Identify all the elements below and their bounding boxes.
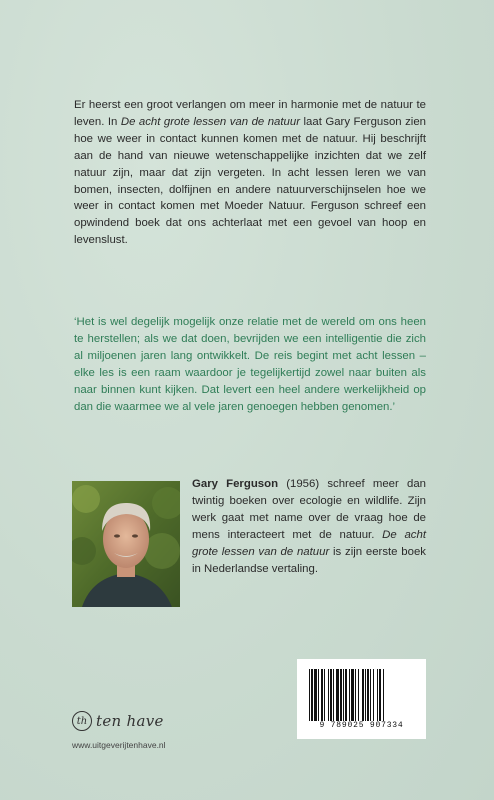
publisher-logo xyxy=(72,711,164,731)
isbn-barcode xyxy=(297,659,426,739)
book-quote: ‘Het is wel degelijk mogelijk onze relatie met de wereld om ons heen te herstellen; als we dat doen, bevrijden we een intelligentie die zich al miljoenen jaren lang ontwikkelt. De reis begint met acht lessen – elke les is een raam waardoor je tegelijkertijd zowel naar buiten als naar binnen kunt kijken. Dat levert een heel andere werkelijkheid op dan die waarmee we al vele jaren genoegen hebben genomen.’ xyxy=(74,316,426,413)
author-bio xyxy=(192,476,426,577)
publisher-url: www.uitgeverijtenhave.nl xyxy=(72,740,166,750)
description-text-1: Er heerst een groot verlangen om meer in harmonie met de natuur te leven. In xyxy=(74,99,426,128)
author-photo xyxy=(72,481,180,607)
book-description xyxy=(74,97,426,249)
author-portrait-icon xyxy=(72,481,180,607)
publisher-logo-mark: th xyxy=(72,711,92,731)
description-text-2: laat Gary Ferguson zien hoe we weer in contact kunnen komen met de natuur. Hij beschrijft aan de hand van nieuwe wetenschappelijke inzichten dat we zelf natuur zijn, maar dat zijn vergeten. In acht lessen leren we van bomen, insecten, dolfijnen en andere natuurverschijnselen hoe we weer in contact komen met Moeder Natuur. Ferguson schreef een opwindend boek dat ons achterlaat met een gevoel van hoop en levenslust. xyxy=(74,115,426,247)
book-title-italic: De acht grote lessen van de natuur xyxy=(120,115,301,128)
publisher-name: ten have xyxy=(96,712,164,730)
barcode-bars-icon xyxy=(309,669,414,721)
isbn-number: 9 789025 907334 xyxy=(319,721,404,730)
author-bio-text-1: (1956) schreef meer dan twintig boeken over ecologie en wildlife. Zijn werk gaat met name over de vraag hoe de mens interacteert met de natuur. xyxy=(192,478,426,541)
author-book-title: De acht grote lessen van de natuur xyxy=(192,528,426,558)
author-bio-text-2: is zijn eerste boek in Nederlandse vertaling. xyxy=(192,545,426,575)
author-name: Gary Ferguson xyxy=(192,478,279,490)
